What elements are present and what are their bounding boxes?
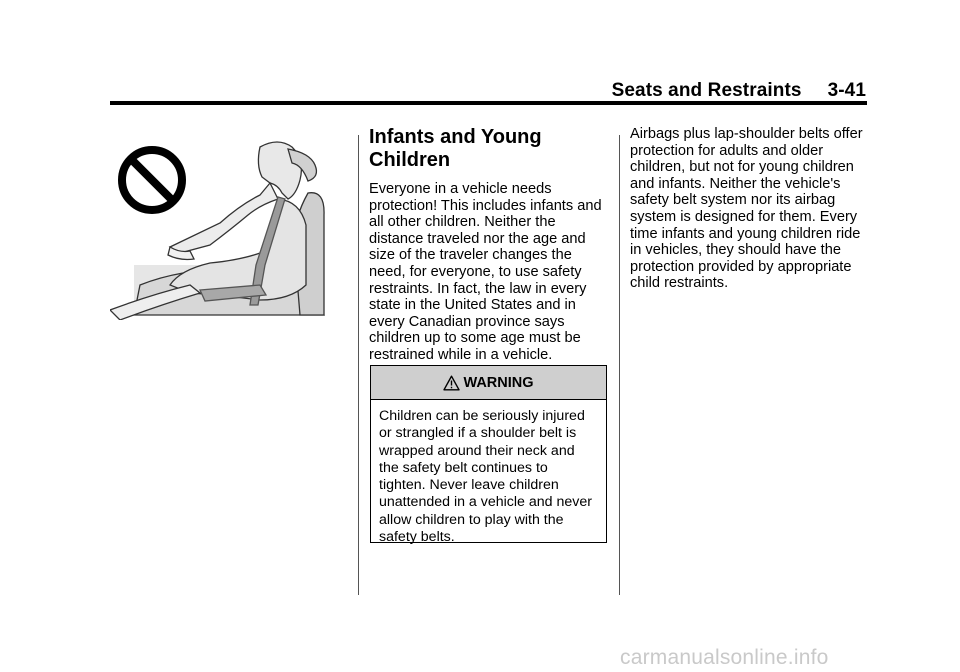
warning-triangle-icon [443, 375, 460, 391]
text-line: protection provided by appropriate [630, 258, 852, 275]
text-line: system is designed for them. Every [630, 208, 858, 225]
safety-illustration [110, 135, 330, 320]
warning-line: safety belts. [379, 529, 455, 546]
text-line: safety belt system nor its airbag [630, 192, 836, 209]
text-line: in vehicles, they should have the [630, 242, 841, 259]
warning-text [371, 400, 606, 546]
page-number: 3-41 [827, 80, 866, 101]
text-line: restraints. In fact, the law in every [369, 280, 587, 297]
text-line: size of the traveler changes the [369, 247, 572, 264]
text-line: Airbags plus lap-shoulder belts offer [630, 126, 863, 142]
warning-label: WARNING [463, 374, 534, 391]
text-line: children up to some age must be [369, 330, 581, 347]
warning-line: tighten. Never leave children [379, 477, 559, 494]
heading-line-2: Children [369, 149, 451, 171]
heading-line-1: Infants and Young [369, 126, 542, 148]
text-line: state in the United States and in [369, 297, 576, 314]
section-heading [369, 126, 609, 172]
warning-header [371, 366, 606, 400]
text-line: child restraints. [630, 275, 729, 292]
text-line: need, for everyone, to use safety [369, 263, 582, 280]
text-line: children, but not for young children [630, 159, 854, 176]
text-line: all other children. Neither the [369, 214, 556, 231]
text-line: protection! This includes infants and [369, 197, 602, 214]
warning-line: Children can be seriously injured [379, 408, 585, 424]
text-line: and infants. Neither the vehicle's [630, 175, 841, 192]
warning-line: allow children to play with the [379, 511, 564, 528]
warning-line: unattended in a vehicle and never [379, 494, 592, 511]
warning-line: the safety belt continues to [379, 459, 548, 476]
header-rule [110, 101, 867, 105]
prohibition-icon [122, 150, 182, 210]
airbag-paragraph [630, 126, 875, 292]
warning-line: wrapped around their neck and [379, 442, 575, 459]
column-divider-2 [619, 135, 620, 595]
watermark: carmanualsonline.info [620, 646, 829, 669]
column-divider-1 [358, 135, 359, 595]
intro-paragraph [369, 181, 614, 364]
text-line: protection for adults and older [630, 142, 824, 159]
illustration-svg [110, 135, 330, 320]
text-line: Everyone in a vehicle needs [369, 181, 552, 197]
warning-line: or strangled if a shoulder belt is [379, 425, 577, 442]
text-line: distance traveled nor the age and [369, 230, 586, 247]
warning-box [370, 365, 607, 546]
section-title: Seats and Restraints [611, 80, 802, 101]
text-line: every Canadian province says [369, 313, 565, 330]
text-line: time infants and young children ride [630, 225, 861, 242]
text-line: restrained while in a vehicle. [369, 346, 553, 363]
page-header [0, 80, 866, 102]
